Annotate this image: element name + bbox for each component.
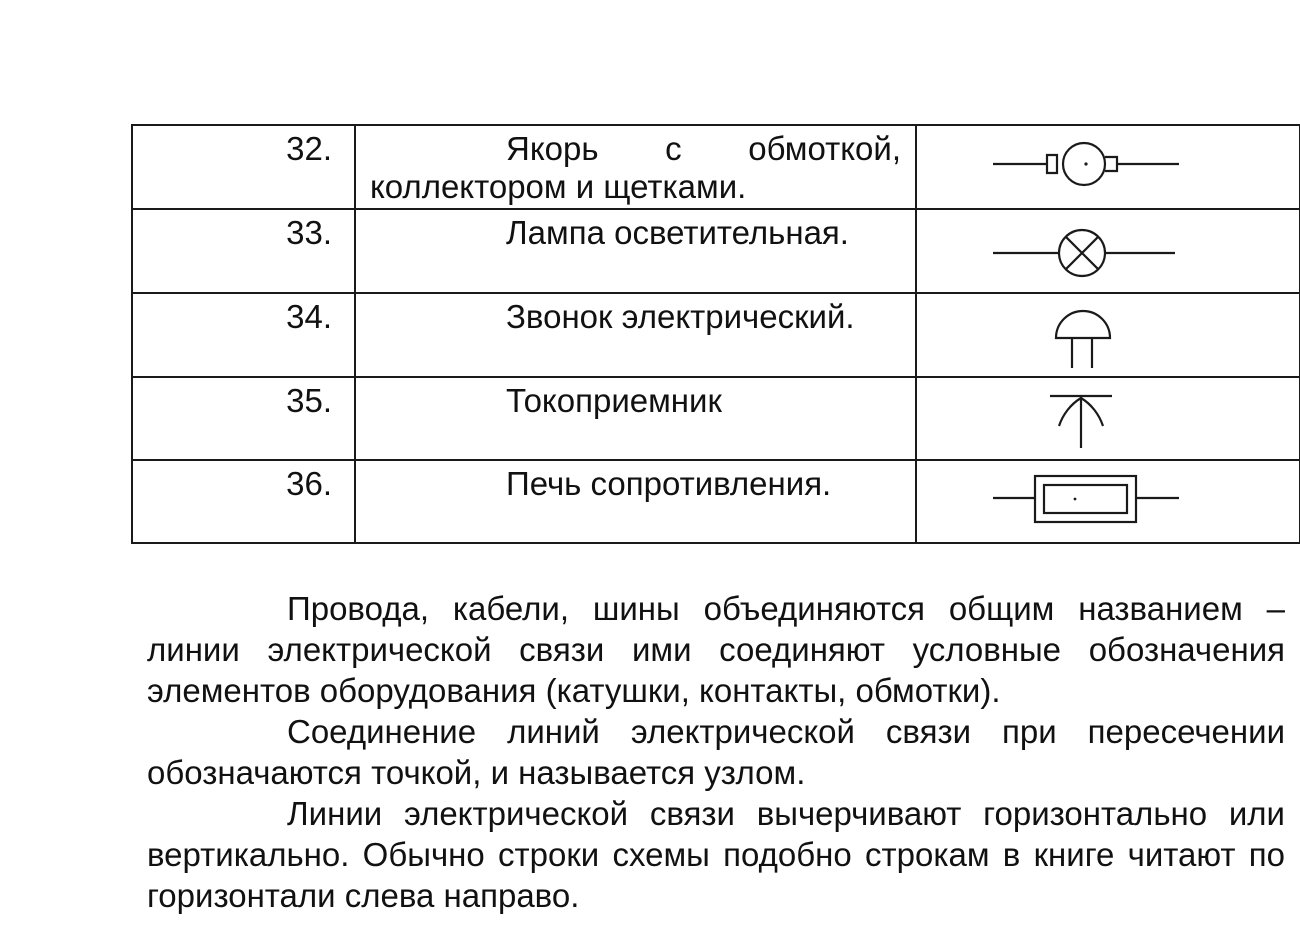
paragraph: Провода, кабели, шины объединяются общим названием – линии электрической связи ими соединяют условные обозначения элементов оборудования (катушки, контакты, обмотки). — [147, 590, 1285, 709]
name-word: обмоткой, — [748, 130, 901, 167]
row-number: 36. — [132, 460, 355, 543]
paragraph: Линии электрической связи вычерчивают горизонтально или вертикально. Обычно строки схемы подобно строкам в книге читают по горизонтали слева направо. — [147, 795, 1285, 914]
table-row — [132, 125, 1300, 209]
row-name: Печь сопротивления. — [355, 460, 916, 543]
row-number: 32. — [132, 125, 355, 209]
bell-symbol-icon — [917, 294, 1300, 378]
table-row — [132, 460, 1300, 543]
symbol-cell — [916, 460, 1300, 543]
body-text — [147, 588, 1285, 916]
current-collector-symbol-icon — [917, 378, 1300, 462]
resistance-furnace-symbol-icon — [917, 461, 1300, 545]
symbols-table — [131, 124, 1300, 544]
lamp-symbol-icon — [917, 210, 1300, 294]
name-line: коллектором и щетками. — [370, 168, 747, 205]
row-name — [355, 125, 916, 209]
symbol-cell — [916, 209, 1300, 293]
row-name: Лампа осветительная. — [355, 209, 916, 293]
table-row — [132, 377, 1300, 460]
table-row — [132, 293, 1300, 377]
symbol-cell — [916, 125, 1300, 209]
name-word: Якорь — [506, 130, 599, 167]
armature-symbol-icon — [917, 126, 1300, 210]
row-name: Звонок электрический. — [355, 293, 916, 377]
name-word: с — [665, 130, 682, 167]
row-number: 35. — [132, 377, 355, 460]
row-number: 34. — [132, 293, 355, 377]
table-row — [132, 209, 1300, 293]
row-name: Токоприемник — [355, 377, 916, 460]
row-number: 33. — [132, 209, 355, 293]
symbol-cell — [916, 293, 1300, 377]
paragraph: Соединение линий электрической связи при пересечении обозначаются точкой, и называется узлом. — [147, 713, 1285, 791]
symbol-cell — [916, 377, 1300, 460]
